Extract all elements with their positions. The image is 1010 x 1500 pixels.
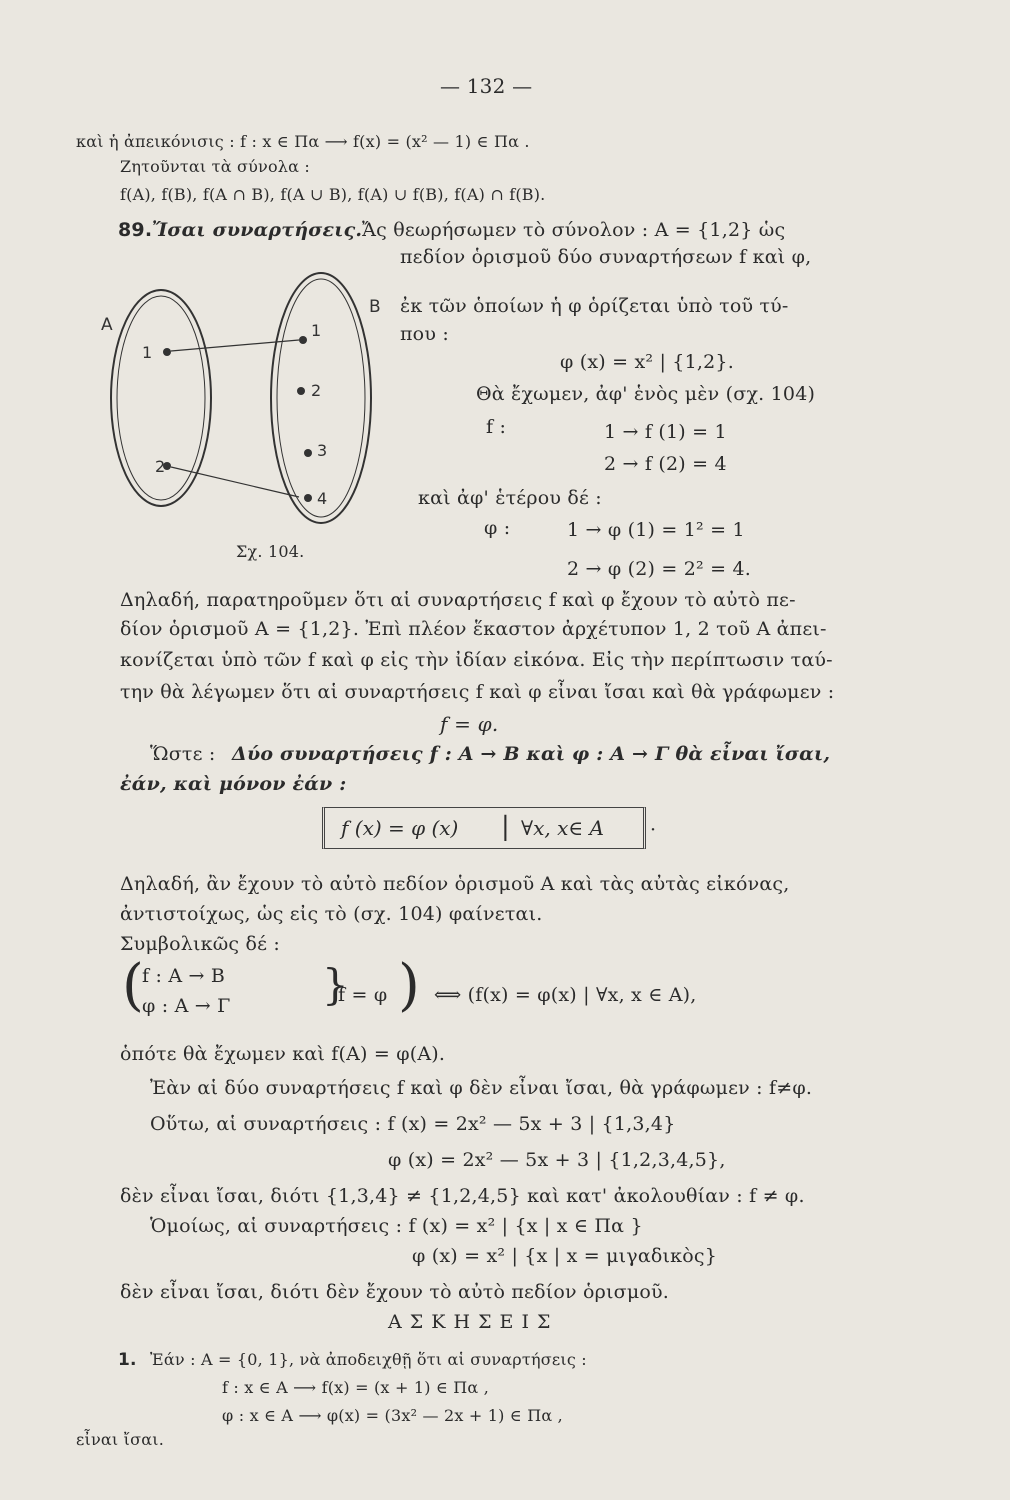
para-line-10: ὁπότε θὰ ἔχωμεν καὶ f(A) = φ(A). — [120, 1043, 446, 1065]
b-element-2: 2 — [311, 381, 322, 400]
f-map-2: 2 → f (2) = 4 — [604, 453, 727, 475]
phi-label: φ : — [484, 517, 511, 539]
exercise-line-4: εἶναι ἴσαι. — [76, 1430, 165, 1449]
right-paren: ) — [398, 953, 420, 1018]
line-6: ἐκ τῶν ὁποίων ἡ φ ὁρίζεται ὑπὸ τοῦ τύ- — [400, 295, 789, 317]
f-label: f : — [486, 416, 507, 438]
boxed-right: ∀x, x∈ A — [521, 816, 604, 840]
para-line-9: Συμβολικῶς δέ : — [120, 933, 281, 955]
para-line-3: κονίζεται ὑπὸ τῶν f καὶ φ εἰς τὴν ἰδίαν εἰκόνα. Εἰς τὴν περίπτωσιν ταύ- — [120, 649, 833, 671]
theorem-lead: Ὥστε : — [150, 743, 216, 765]
line-sets-sought: Ζητοῦνται τὰ σύνολα : — [120, 157, 311, 176]
line-5: πεδίον ὁρισμοῦ δύο συναρτήσεων f καὶ φ, — [400, 246, 812, 268]
sym-phi: φ : A → Γ — [142, 995, 231, 1017]
set-a-label: A — [101, 315, 113, 335]
phi-map-1: 1 → φ (1) = 1² = 1 — [567, 519, 745, 541]
a-element-1: 1 — [142, 343, 153, 362]
para-line-12: Οὕτω, αἱ συναρτήσεις : f (x) = 2x² — 5x + 3 | {1,3,4} — [150, 1113, 676, 1135]
exercise-line-3: φ : x ∈ A ⟶ φ(x) = (3x² — 2x + 1) ∈ Πα , — [222, 1406, 563, 1425]
sym-eq: f = φ — [338, 984, 388, 1006]
section-number: 89. — [118, 219, 153, 241]
boxed-divider: | — [501, 812, 510, 842]
formula-phi: φ (x) = x² | {1,2}. — [560, 351, 734, 373]
exercises-heading: Α Σ Κ Η Σ Ε Ι Σ — [388, 1311, 552, 1333]
exercise-line-2: f : x ∈ A ⟶ f(x) = (x + 1) ∈ Πα , — [222, 1378, 490, 1397]
figure-104 — [95, 270, 395, 560]
boxed-left: f (x) = φ (x) — [341, 816, 459, 840]
para-line-2: δίον ὁρισμοῦ A = {1,2}. Ἐπὶ πλέον ἕκαστον ἀρχέτυπον 1, 2 τοῦ A ἀπει- — [120, 618, 827, 640]
line-12: καὶ ἀφ' ἑτέρου δέ : — [418, 487, 602, 509]
phi-map-2: 2 → φ (2) = 2² = 4. — [567, 558, 751, 580]
exercise-line-1: Ἐάν : A = {0, 1}, νὰ ἀποδειχθῇ ὅτι αἱ συναρτήσεις : — [150, 1350, 587, 1369]
line-7: που : — [400, 323, 449, 345]
theorem-statement: Δύο συναρτήσεις f : A → B καὶ φ : A → Γ θὰ εἶναι ἴσαι, — [232, 743, 831, 765]
right-bracket: } — [322, 960, 349, 1009]
para-line-11: Ἐὰν αἱ δύο συναρτήσεις f καὶ φ δὲν εἶναι ἴσαι, θὰ γράφωμεν : f≠φ. — [150, 1077, 813, 1099]
boxed-dot: · — [650, 819, 657, 841]
page-number: — 132 — — [440, 74, 533, 98]
section-title: Ἴσαι συναρτήσεις. — [152, 219, 363, 241]
line-mapping: καὶ ἡ ἀπεικόνισις : f : x ∈ Πα ⟶ f(x) = (x² — 1) ∈ Πα . — [76, 132, 530, 151]
para-line-8: ἀντιστοίχως, ὡς εἰς τὸ (σχ. 104) φαίνεται. — [120, 903, 543, 925]
para-line-13: φ (x) = 2x² — 5x + 3 | {1,2,3,4,5}, — [388, 1149, 726, 1171]
left-paren: ( — [122, 953, 144, 1018]
para-line-16: φ (x) = x² | {x | x = μιγαδικὸς} — [412, 1245, 718, 1267]
b-element-1: 1 — [311, 321, 322, 340]
para-line-7: Δηλαδή, ἂν ἔχουν τὸ αὐτὸ πεδίον ὁρισμοῦ A καὶ τὰς αὐτὰς εἰκόνας, — [120, 873, 790, 895]
b-element-4: 4 — [317, 489, 328, 508]
sym-rhs: ⟺ (f(x) = φ(x) | ∀x, x ∈ A), — [434, 984, 697, 1006]
para-line-1: Δηλαδή, παρατηροῦμεν ὅτι αἱ συναρτήσεις f καὶ φ ἔχουν τὸ αὐτὸ πε- — [120, 589, 796, 611]
boxed-equation — [322, 807, 646, 849]
b-element-3: 3 — [317, 441, 328, 460]
f-map-1: 1 → f (1) = 1 — [604, 421, 727, 443]
para-line-15: Ὁμοίως, αἱ συναρτήσεις : f (x) = x² | {x | x ∈ Πα } — [150, 1215, 643, 1237]
theorem-condition: ἐάν, καὶ μόνον ἐάν : — [120, 773, 347, 795]
para-line-14: δὲν εἶναι ἴσαι, διότι {1,3,4} ≠ {1,2,4,5} καὶ κατ' ἀκολουθίαν : f ≠ φ. — [120, 1185, 805, 1207]
figure-caption: Σχ. 104. — [236, 542, 305, 561]
equation-f-eq-phi: f = φ. — [440, 712, 499, 736]
exercise-number: 1. — [118, 1350, 137, 1370]
set-b-label: B — [369, 297, 381, 317]
line-9: Θὰ ἔχωμεν, ἀφ' ἑνὸς μὲν (σχ. 104) — [476, 383, 816, 405]
line-set-list: f(A), f(B), f(A ∩ B), f(A ∪ B), f(A) ∪ f(B), f(A) ∩ f(B). — [120, 185, 546, 204]
para-line-17: δὲν εἶναι ἴσαι, διότι δὲν ἔχουν τὸ αὐτὸ πεδίον ὁρισμοῦ. — [120, 1281, 670, 1303]
sym-f: f : A → B — [142, 965, 225, 987]
para-line-4: την θὰ λέγωμεν ὅτι αἱ συναρτήσεις f καὶ φ εἶναι ἴσαι καὶ θὰ γράφωμεν : — [120, 681, 835, 703]
line-4: Ἄς θεωρήσωμεν τὸ σύνολον : A = {1,2} ὡς — [362, 219, 786, 241]
a-element-2: 2 — [155, 457, 166, 476]
